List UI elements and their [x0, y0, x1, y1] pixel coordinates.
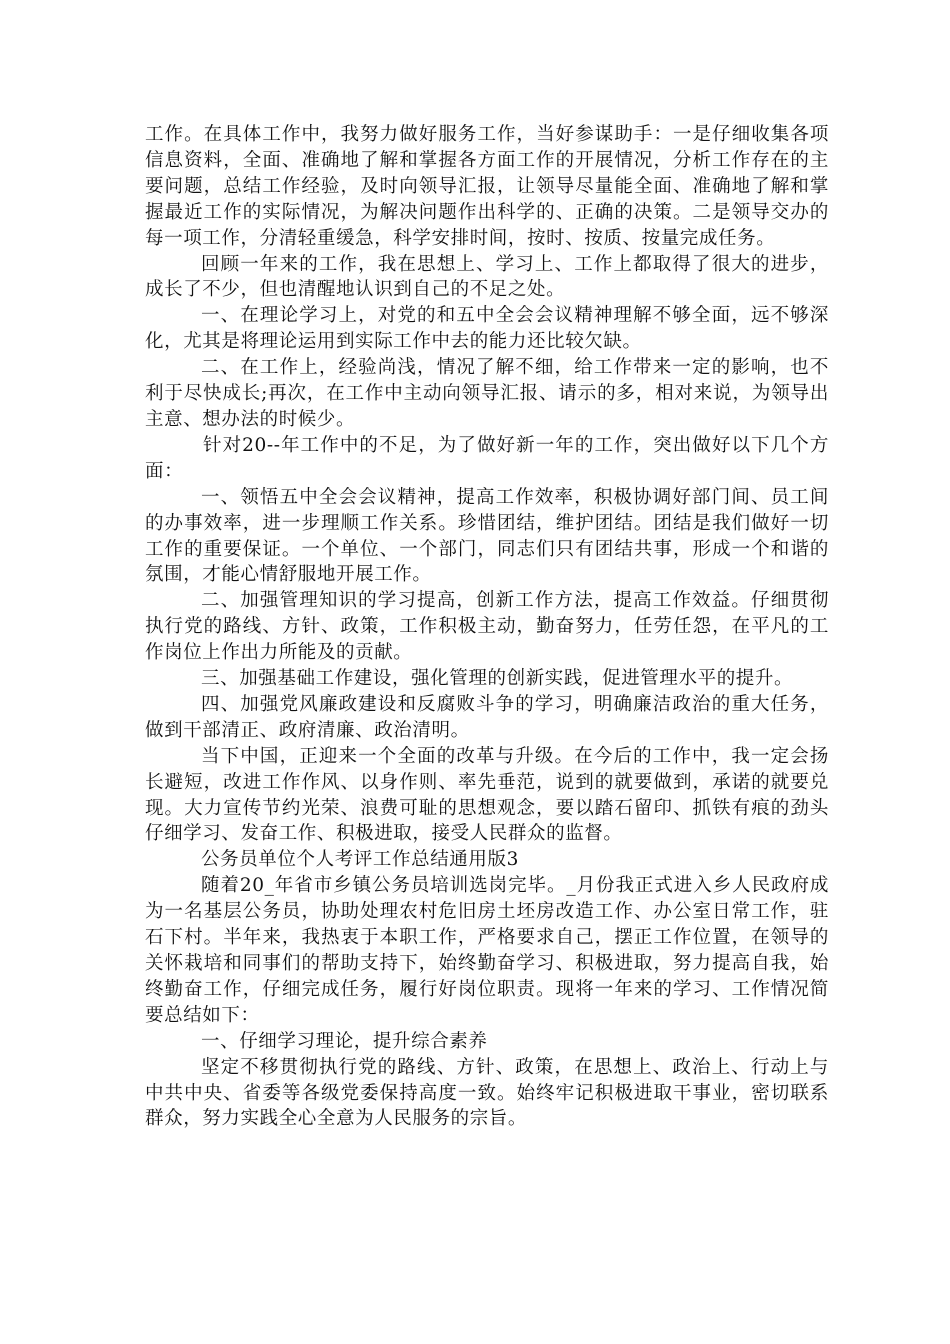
paragraph-5: 针对20--年工作中的不足，为了做好新一年的工作，突出做好以下几个方面： [145, 434, 829, 482]
paragraph-11: 随着20_年省市乡镇公务员培训选岗完毕。_月份我正式进入乡人民政府成为一名基层公务员，协助处理农村危旧房土坯房改造工作、办公室日常工作，驻石下村。半年来，我热衷于本职工作，严格要求自己，摆正工作位置，在领导的关怀栽培和同事们的帮助支持下，始终勤奋学习、积极进取，努力提高自我，始终勤奋工作，仔细完成任务，履行好岗位职责。现将一年来的学习、工作情况简要总结如下： [145, 875, 829, 1026]
paragraph-10: 当下中国，正迎来一个全面的改革与升级。在今后的工作中，我一定会扬长避短，改进工作作风、以身作则、率先垂范，说到的就要做到，承诺的就要兑现。大力宣传节约光荣、浪费可耻的思想观念，要以踏石留印、抓铁有痕的劲头仔细学习、发奋工作、积极进取，接受人民群众的监督。 [145, 745, 829, 845]
paragraph-7: 二、加强管理知识的学习提高，创新工作方法，提高工作效益。仔细贯彻执行党的路线、方针、政策，工作积极主动，勤奋努力，任劳任怨，在平凡的工作岗位上作出力所能及的贡献。 [145, 590, 829, 664]
subsection-heading: 一、仔细学习理论，提升综合素养 [201, 1030, 488, 1052]
section-heading: 公务员单位个人考评工作总结通用版3 [201, 849, 519, 871]
paragraph-12: 坚定不移贯彻执行党的路线、方针、政策，在思想上、政治上、行动上与中共中央、省委等各级党委保持高度一致。始终牢记积极进取干事业，密切联系群众，努力实践全心全意为人民服务的宗旨。 [145, 1056, 829, 1130]
paragraph-8: 三、加强基础工作建设，强化管理的创新实践，促进管理水平的提升。 [201, 668, 794, 690]
paragraph-3: 一、在理论学习上，对党的和五中全会会议精神理解不够全面，远不够深化，尤其是将理论运用到实际工作中去的能力还比较欠缺。 [145, 305, 829, 353]
paragraph-2: 回顾一年来的工作，我在思想上、学习上、工作上都取得了很大的进步，成长了不少，但也清醒地认识到自己的不足之处。 [145, 253, 829, 301]
paragraph-1: 工作。在具体工作中，我努力做好服务工作，当好参谋助手：一是仔细收集各项信息资料，全面、准确地了解和掌握各方面工作的开展情况，分析工作存在的主要问题，总结工作经验，及时向领导汇报，让领导尽量能全面、准确地了解和掌握最近工作的实际情况，为解决问题作出科学的、正确的决策。二是领导交办的每一项工作，分清轻重缓急，科学安排时间，按时、按质、按量完成任务。 [145, 124, 829, 249]
document-body [145, 122, 829, 1132]
paragraph-9: 四、加强党风廉政建设和反腐败斗争的学习，明确廉洁政治的重大任务，做到干部清正、政府清廉、政治清明。 [145, 693, 829, 741]
paragraph-4: 二、在工作上，经验尚浅，情况了解不细，给工作带来一定的影响，也不利于尽快成长;再次，在工作中主动向领导汇报、请示的多，相对来说，为领导出主意、想办法的时候少。 [145, 357, 829, 430]
paragraph-6: 一、领悟五中全会会议精神，提高工作效率，积极协调好部门间、员工间的办事效率，进一步理顺工作关系。珍惜团结，维护团结。团结是我们做好一切工作的重要保证。一个单位、一个部门，同志们只有团结共事，形成一个和谐的氛围，才能心情舒服地开展工作。 [145, 486, 829, 586]
